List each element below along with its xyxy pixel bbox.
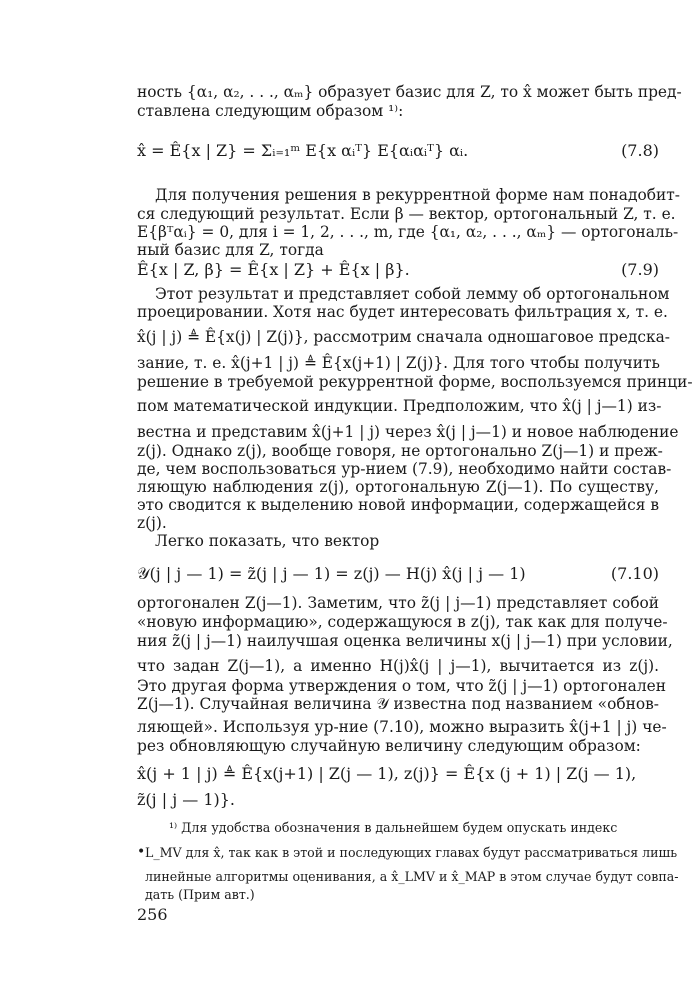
text-line: z(j). Однако z(j), вообще говоря, не ортогонально Z(j—1) и преж- <box>137 442 663 460</box>
equation-expression: 𝒴(j | j — 1) = z̃(j | j — 1) = z(j) — H(j) x̂(j | j — 1) <box>137 564 526 583</box>
equation-expression: Ê{x | Z, β} = Ê{x | Z} + Ê{x | β}. <box>137 260 410 279</box>
text-line: Для получения решения в рекуррентной форме нам понадобит- <box>155 186 680 204</box>
text-line: ортогонален Z(j—1). Заметим, что z̃(j | j—1) представляет собой <box>137 594 659 612</box>
equation-expression: x̂(j + 1 | j) ≜ Ê{x(j+1) | Z(j — 1), z(j)} = Ê{x (j + 1) | Z(j — 1), <box>137 764 637 783</box>
text-line: z(j). <box>137 514 167 532</box>
text-line: де, чем воспользоваться ур-нием (7.9), необходимо найти состав- <box>137 460 672 478</box>
text-line: Легко показать, что вектор <box>155 532 380 550</box>
equation-number: (7.9) <box>621 260 659 279</box>
equation-expression: x̂ = Ê{x | Z} = Σᵢ₌₁ᵐ E{x αᵢᵀ} E{αᵢαᵢᵀ} αᵢ. <box>137 141 469 160</box>
text-line: что задан Z(j—1), а именно H(j)x̂(j | j—1), вычитается из z(j). <box>137 657 659 675</box>
text-line: ставлена следующим образом ¹⁾: <box>137 102 404 120</box>
text-line: решение в требуемой рекуррентной форме, воспользуемся принци- <box>137 373 693 391</box>
text-line: вестна и представим x̂(j+1 | j) через x̂(j | j—1) и новое наблюдение <box>137 423 679 441</box>
text-line: x̂(j | j) ≜ Ê{x(j) | Z(j)}, рассмотрим сначала одношаговое предска- <box>137 328 670 346</box>
text-line: зание, т. е. x̂(j+1 | j) ≜ Ê{x(j+1) | Z(j)}. Для того чтобы получить <box>137 354 660 372</box>
text-line: ляющую наблюдения z(j), ортогональную Z(j—1). По существу, <box>137 478 659 496</box>
footnote-line: ¹⁾ Для удобства обозначения в дальнейшем будем опускать индекс <box>169 820 618 835</box>
footnote-line: линейные алгоритмы оценивания, а x̂_LMV и x̂_MAP в этом случае будут совпа- <box>145 869 679 884</box>
footnote-line: дать (Прим авт.) <box>145 887 255 902</box>
text-line: E{βᵀαᵢ} = 0, для i = 1, 2, . . ., m, где {α₁, α₂, . . ., αₘ} — ортогональ- <box>137 223 679 241</box>
text-line: это сводится к выделению новой информации, содержащейся в <box>137 496 659 514</box>
page-number: 256 <box>137 905 168 924</box>
equation-number: (7.10) <box>610 564 659 583</box>
equation-expression: z̃(j | j — 1)}. <box>137 790 236 809</box>
text-line: пом математической индукции. Предположим, что x̂(j | j—1) из- <box>137 397 662 415</box>
equation-7-10 <box>137 560 659 590</box>
equation-7-8 <box>137 137 659 167</box>
text-line: ный базис для Z, тогда <box>137 241 324 259</box>
text-line: ся следующий результат. Если β — вектор, ортогональный Z, т. е. <box>137 205 676 223</box>
text-line: рез обновляющую случайную величину следующим образом: <box>137 737 641 755</box>
equation-innovation-continued <box>137 786 659 816</box>
text-line: Это другая форма утверждения о том, что z̃(j | j—1) ортогонален <box>137 677 666 695</box>
equation-number: (7.8) <box>621 141 659 160</box>
text-line: проецировании. Хотя нас будет интересовать фильтрация x, т. е. <box>137 303 668 321</box>
text-line: «новую информацию», содержащуюся в z(j), так как для получе- <box>137 613 668 631</box>
equation-7-9 <box>137 256 659 286</box>
text-line: ляющей». Используя ур-ние (7.10), можно выразить x̂(j+1 | j) че- <box>137 718 667 736</box>
text-line: Z(j—1). Случайная величина 𝒴 известна под названием «обнов- <box>137 695 659 713</box>
text-line: Этот результат и представляет собой лемму об ортогональном <box>155 285 670 303</box>
text-line: ния z̃(j | j—1) наилучшая оценка величины x(j | j—1) при условии, <box>137 632 673 650</box>
margin-mark: • <box>137 844 146 860</box>
footnote-line: L_MV для x̂, так как в этой и последующих главах будут рассматриваться лишь <box>145 845 678 860</box>
text-line: ность {α₁, α₂, . . ., αₘ} образует базис для Z, то x̂ может быть пред- <box>137 83 682 101</box>
